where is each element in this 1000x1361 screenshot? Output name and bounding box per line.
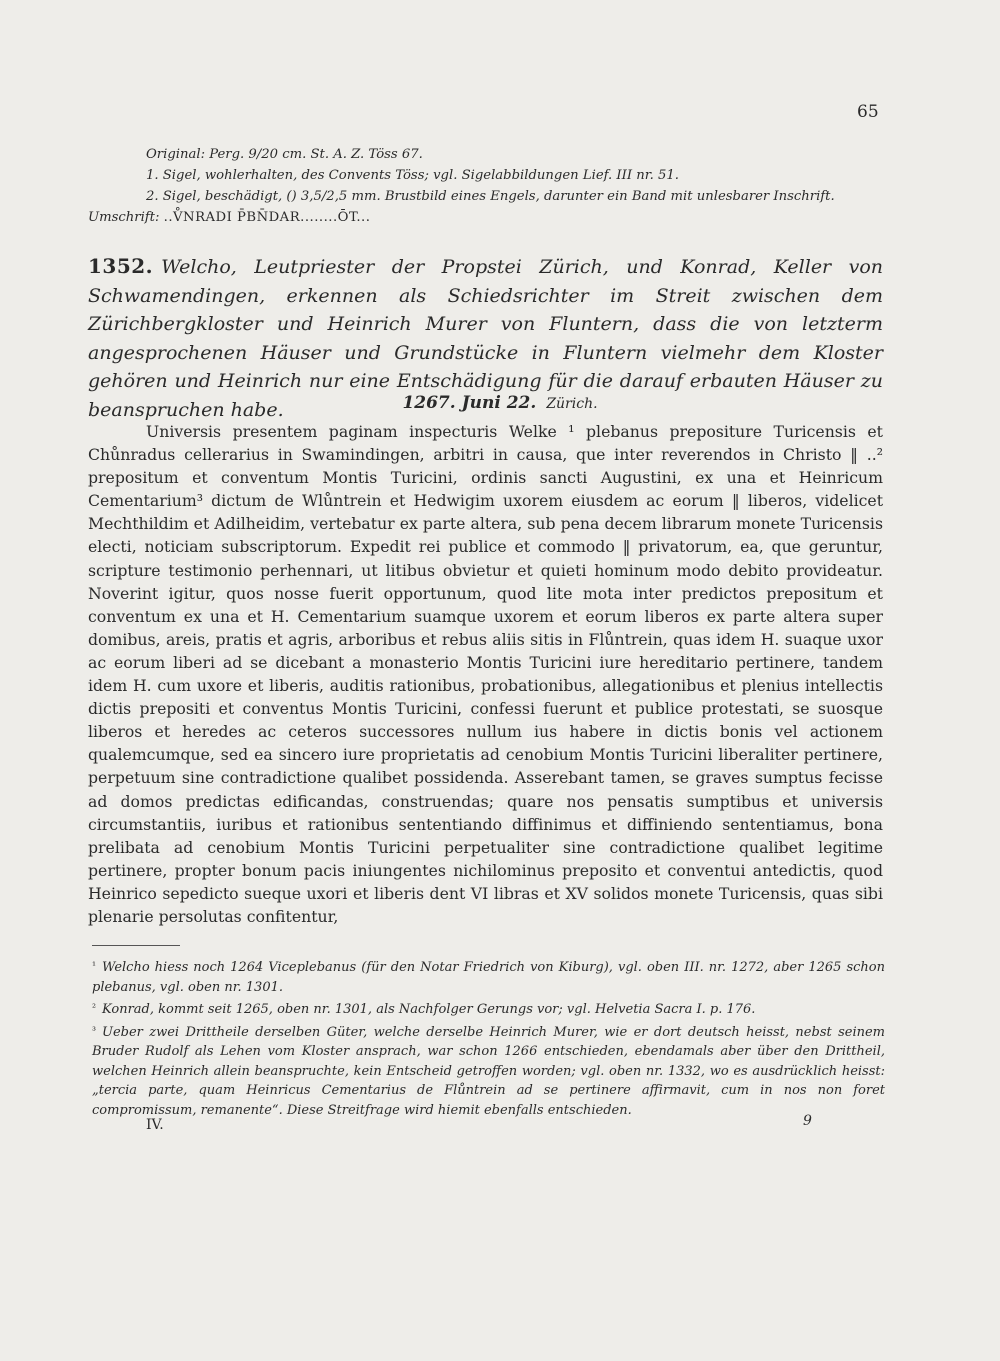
charter-paragraph: Universis presentem paginam inspecturis Welke ¹ plebanus prepositure Turicensis et Chůnradus cellerarius in Swamindingen, arbitri in causa, que inter reverendos in Christo ‖ ..² prepositum et conventum Montis Turicini, ordinis sancti Augustini, ex una et Heinricum Cementarium³ dictum de Wlůntrein et Hedwigim uxorem eiusdem ac eorum ‖ liberos, videlicet Mechthildim et Adilheidim, vertebatur ex parte altera, sub pena decem librarum monete Turicensis electi, noticiam subscriptorum. Expedit rei publice et commodo ‖ privatorum, ea, que geruntur, scripture testimonio perhennari, ut litibus obvietur et quieti hominum modo debito provideatur. Noverint igitur, quos nosse fuerit opportunum, quod lite mota inter predictos prepositum et conventum ex una et H. Cementarium suamque uxorem et eorum liberos ex parte altera super domibus, areis, pratis et agris, arboribus et rebus aliis sitis in Flůntrein, quas idem H. suaque uxor ac eorum liberi ad se dicebant a monasterio Montis Turicini iure hereditario pertinere, tandem idem H. cum uxore et liberis, auditis rationibus, probationibus, allegationibus et plenius intellectis dictis prepositi et conventus Montis Turicini, confessi fuerunt et publice protestati, se suosque liberos et heredes ac ceteros successores nullum ius habere in dictis bonis vel actionem qualemcumque, sed ea sincero iure proprietatis ad cenobium Montis Turicini liberaliter pertinere, perpetuum sine contradictione qualibet possidenda. Asserebant tamen, se graves sumptus fecisse ad domos predictas edificandas, construendas; quare nos pensatis sumptibus et universis circumstantiis, iuribus et rationibus sententiando diffinimus et diffiniendo sententiamus, bona prelibata ad cenobium Montis Turicini perpetualiter sine contradictione qualibet legitime pertinere, propter bonum pacis iniungentes nichilominus preposito et conventui antedictis, quod Heinrico sepedicto sueque uxori et liberis dent VI libras et XV solidos monete Turicensis, quas sibi plenarie persolutas confitentur, bbox=[88, 422, 883, 926]
umschrift-text: ..V̊NRADI P̄BN̄DAR........ŌT... bbox=[163, 210, 371, 225]
umschrift-line bbox=[88, 207, 828, 228]
footnote-1: ¹ Welcho hiess noch 1264 Viceplebanus (für den Notar Friedrich von Kiburg), vgl. oben III. nr. 1272, aber 1265 schon plebanus, vgl. oben nr. 1301. bbox=[92, 960, 885, 995]
signature-mark: IV. bbox=[146, 1117, 164, 1133]
umschrift-label: Umschrift: bbox=[88, 210, 160, 225]
page-number: 65 bbox=[857, 102, 879, 122]
dateline bbox=[0, 393, 1000, 413]
sheet-number: 9 bbox=[803, 1113, 812, 1129]
original-line-1: Original: Perg. 9/20 cm. St. A. Z. Töss 67. bbox=[146, 147, 423, 162]
document-place: Zürich. bbox=[546, 396, 598, 412]
charter-text bbox=[88, 420, 883, 928]
regest-text: Welcho, Leutpriester der Propstei Zürich, und Konrad, Keller von Schwamendingen, erkennen als Schiedsrichter im Streit zwischen dem Zürichbergkloster und Heinrich Murer von Fluntern, dass die von letzterm angesprochenen Häuser und Grundstücke in Fluntern vielmehr dem Kloster gehören und Heinrich nur eine Entschädigung für die darauf erbauten Häuser zu beanspruchen habe. bbox=[88, 256, 883, 421]
original-line-2: 1. Sigel, wohlerhalten, des Convents Töss; vgl. Sigelabbildungen Lief. III nr. 51. bbox=[146, 168, 679, 183]
footnotes bbox=[92, 957, 885, 1122]
document-date: 1267. Juni 22. bbox=[402, 393, 537, 413]
original-line-3: 2. Sigel, beschädigt, () 3,5/2,5 mm. Brustbild eines Engels, darunter ein Band mit unlesbarer Inschrift. bbox=[146, 189, 835, 204]
footnote-3: ³ Ueber zwei Drittheile derselben Güter, welche derselbe Heinrich Murer, wie er dort deutsch heisst, nebst seinem Bruder Rudolf als Lehen vom Kloster ansprach, war schon 1266 entschieden, ebendamals aber über den Drittheil, welchen Heinrich allein beanspruchte, kein Entscheid getroffen worden; vgl. oben nr. 1332, wo es ausdrücklich heisst: „tercia parte, quam Heinricus Cementarius de Flůntrein ad se pertinere affirmavit, cum in nos non foret compromissum, remanente“. Diese Streitfrage wird hiemit ebenfalls entschieden. bbox=[92, 1024, 885, 1118]
footnote-rule bbox=[92, 945, 180, 946]
original-description bbox=[146, 144, 886, 207]
footnote-2: ² Konrad, kommt seit 1265, oben nr. 1301, als Nachfolger Gerungs vor; vgl. Helvetia Sacra I. p. 176. bbox=[92, 1002, 756, 1017]
document-number: 1352. bbox=[88, 254, 154, 278]
